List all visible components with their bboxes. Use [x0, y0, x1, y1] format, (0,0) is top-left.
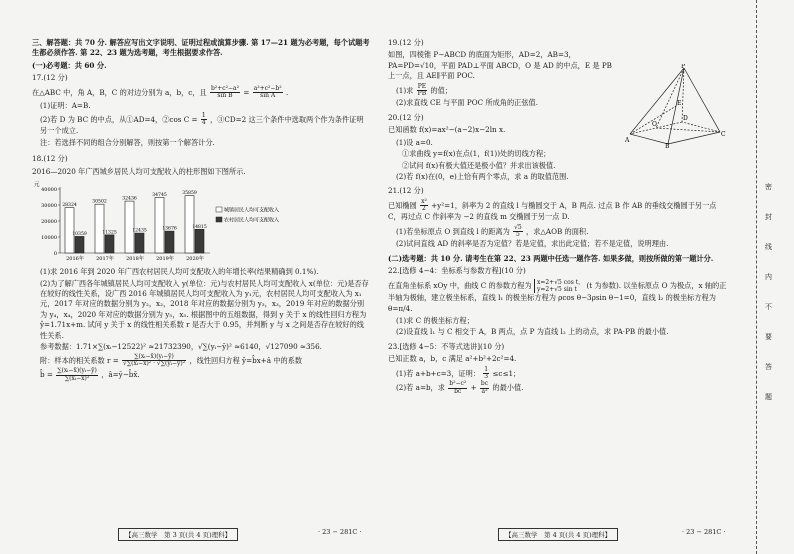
q18-b-num: ∑(xᵢ−x̄)(yᵢ−ȳ) — [57, 367, 97, 375]
q22-part1: (1)求 C 的极坐标方程； — [396, 316, 474, 326]
q17-note: 注：若选择不同的组合分别解答，则按第一个解答计分. — [40, 137, 215, 147]
q23-expr2-num: bc — [480, 380, 489, 388]
q22-stem-b: (t 为参数). 以坐标原点 O 为极点，x 轴的正半轴为极轴，建立极坐标系，直线 l₁ 的极坐标方程为 ρcos θ−3ρsin θ−1=0，直线 l₂ 的极坐标方程为 θ=π/4. — [388, 280, 727, 313]
q19-part2: (2)求直线 CE 与平面 POC 所成角的正弦值. — [396, 98, 539, 108]
y-tick-label: 30000 — [41, 203, 57, 210]
label-a: A — [625, 137, 630, 144]
q17-stem — [32, 86, 370, 100]
q18-b-label: b̂ = — [40, 370, 53, 380]
q18-r-num: ∑(xᵢ−x̄)(yᵢ−ȳ) — [122, 354, 186, 361]
q19-ratio-den: PB — [417, 90, 427, 98]
label-b: B — [665, 143, 670, 148]
q19-part1-a: (1)求 — [396, 85, 414, 95]
q21-stem — [388, 199, 728, 223]
optional-header: (二)选考题：共 10 分. 请考生在第 22、23 两题中任选一题作答. 如果多做，则按所做的第一题计分. — [388, 253, 714, 263]
bar-rural — [135, 233, 144, 253]
q17-frac1-den: sin B — [217, 92, 233, 100]
q23-part1-mid: ≤c≤1； — [492, 368, 521, 378]
edge-bc — [668, 132, 720, 144]
binding-char-2: 封 — [765, 213, 772, 221]
edge-pa — [630, 68, 684, 134]
q17-stem-text: 在△ABC 中，角 A，B，C 的对边分别为 a，b，c，且 — [32, 87, 207, 97]
label-e: E — [677, 100, 682, 107]
q19-stem: 如图，四棱锥 P−ABCD 的底面为矩形，AD=2，AB=3，PA=PD=√10，平面 PAD⊥平面 ABCD，O 是 AD 的中点，E 是 PB 上一点，且 AE∥平面 POC. — [388, 50, 612, 81]
q23-expr1-num: b²−c² — [449, 380, 467, 388]
q20-part1b: ②试问 f(x)有极大值还是极小值？并求出该极值. — [402, 160, 556, 170]
binding-char-5: 不 — [765, 303, 772, 311]
edge-ab — [630, 134, 668, 144]
chart-ylabel: 元 — [34, 182, 40, 189]
q23-expr-fraction-1 — [448, 381, 467, 395]
x-tick-label: 2016年 — [66, 256, 84, 263]
q23-third-num: 1 — [484, 365, 489, 373]
bar-urban-label: 35859 — [182, 191, 197, 197]
bar-urban — [125, 201, 134, 253]
x-tick-label: 2017年 — [96, 256, 114, 263]
q21-part1 — [396, 225, 728, 239]
legend-swatch-urban — [216, 207, 222, 212]
y-tick-label: 10000 — [41, 235, 57, 242]
q19-part1 — [396, 84, 620, 98]
q18-b-fraction — [56, 368, 98, 382]
q21-distance-den: 5 — [515, 231, 520, 239]
bar-rural — [165, 231, 174, 253]
binding-char-3: 线 — [765, 243, 772, 251]
label-p: P — [681, 64, 686, 70]
q23-part1-a: (1)若 a+b+c=3，证明： — [396, 368, 480, 378]
edge-po — [656, 68, 684, 128]
bar-rural — [105, 235, 114, 253]
q18-formula-r-label: 附：样本的相关系数 r = — [40, 355, 119, 365]
q20-stem: 已知函数 f(x)=ax²−(a−2)x−2ln x. — [388, 125, 506, 135]
q18-formula-r — [40, 354, 370, 368]
q22-part2: (2)设直线 l₁ 与 C 相交于 A，B 两点，点 P 为直线 l₂ 上的动点，求 PA·PB 的最小值. — [396, 327, 669, 337]
bar-urban — [95, 204, 104, 253]
q21-ellipse-den: 2 — [422, 205, 426, 213]
q18-b-den: ∑(xᵢ−x̄)² — [64, 374, 90, 382]
footer-left — [118, 528, 238, 541]
q20-part1a: ①求曲线 y=f(x)在点(1，f(1))处的切线方程； — [402, 149, 551, 159]
income-bar-chart — [32, 179, 282, 265]
x-tick-label: 2018年 — [126, 256, 144, 263]
q17-fraction-1 — [210, 86, 240, 100]
legend-swatch-rural — [216, 217, 222, 222]
q23-third-den: 3 — [484, 373, 489, 381]
q22-stem — [388, 279, 728, 314]
edge-cd — [682, 122, 720, 132]
q19-ratio-num: PE — [417, 82, 427, 90]
bar-urban — [65, 208, 74, 253]
q23-stem: 已知正数 a，b，c 满足 a²+b²+2c²=4. — [388, 354, 517, 364]
q17-cos-fraction — [201, 113, 207, 127]
q23-part2-a: (2)若 a=b，求 — [396, 383, 445, 393]
right-column — [388, 38, 728, 396]
q22-param-system — [534, 279, 584, 293]
binding-dashed-line — [756, 0, 757, 554]
q20-part2: (2)若 f(x)在(0，e)上恰有两个零点，求 a 的取值范围. — [396, 171, 569, 181]
q23-part2-b: 的最小值. — [492, 383, 524, 393]
bar-rural — [195, 229, 204, 253]
q18-part2: (2)为了解广西各年城镇居民人均可支配收入 y(单位：元)与农村居民人均可支配收入 x(单位：元)是否存在较好的线性关系，设广西 2016 年城镇居民人均可支配收入为 y₁元，农村居民人均可支配收入为 x₁元，2017 年对应的数据分别为 y₂，x₂，2018 年对应的数据分别为 y₃，x₃，2019 年对应的数据分别为 y₄，x₄，2020 年对应的数据分别为 y₅，x₅. 根据图中的五组数据，得到 y 关于 x 的线性回归方程为 ŷ=1.71x+m. 试问 y 关于 x 的线性相关系数 r 是否大于 0.95，并判断 y 与 x 之间是否存在较好的线性关系. — [40, 278, 369, 340]
q20-part1: (1)设 a=0. — [396, 137, 433, 147]
q21-distance-fraction — [513, 225, 523, 239]
footer-left-code: · 23 − 281C · — [318, 528, 362, 536]
bar-urban-label: 30502 — [92, 199, 107, 205]
q22-stem-a: 在直角坐标系 xOy 中，曲线 C 的参数方程为 — [388, 280, 532, 290]
q17-part1: (1)证明：A=B. — [40, 101, 91, 111]
q23-expr1-den: bc — [454, 387, 462, 395]
q23-head: 23.[选修 4−5：不等式选讲](10 分) — [388, 341, 505, 351]
q23-expr2-den: a² — [481, 387, 488, 395]
q17-part2 — [40, 113, 370, 137]
y-tick-label: 40000 — [41, 187, 57, 194]
label-c: C — [721, 131, 726, 138]
pyramid-figure — [624, 64, 726, 148]
q18-formula-b — [40, 368, 370, 382]
q19-ratio-fraction — [417, 84, 427, 98]
q20-head: 20.(12 分) — [388, 112, 424, 122]
bar-rural-label: 13676 — [162, 226, 177, 232]
required-header: (一)必考题：共 60 分. — [32, 60, 107, 70]
legend-label-rural: 农村居民人均可支配收入 — [224, 217, 280, 224]
q17-frac2-den: sin A — [260, 92, 276, 100]
q18-r-den: √∑(xᵢ−x̄)² · √∑(yᵢ−ȳ)² — [123, 359, 186, 367]
q22-param-x: x=2+√5 cos t， — [536, 278, 585, 286]
q19-part1-b: 的值； — [430, 85, 452, 95]
bar-rural-label: 12435 — [132, 228, 147, 234]
q17-fraction-2 — [253, 86, 283, 100]
q17-equals: = — [243, 87, 250, 97]
bar-urban-label: 32436 — [122, 196, 137, 202]
q22-head: 22.[选修 4−4：坐标系与参数方程](10 分) — [388, 266, 526, 276]
q17-cos-den: 4 — [201, 119, 206, 127]
footer-right-page: 【高三数学 第 4 页(共 4 页)理科】 — [498, 528, 618, 541]
bar-rural-label: 10359 — [72, 232, 87, 238]
binding-char-6: 要 — [765, 333, 772, 341]
label-d: D — [683, 115, 688, 122]
binding-char-8: 题 — [765, 393, 772, 401]
q18-head: 18.(12 分) — [32, 154, 68, 164]
q21-distance-num: √5 — [514, 223, 522, 231]
q17-frac1-num: b²+c²−a² — [210, 84, 240, 92]
q17-head: 17.(12 分) — [32, 73, 68, 83]
q21-part1-a: (1)若坐标原点 O 到直线 l 的距离为 — [396, 226, 510, 236]
q23-expr-fraction-2 — [480, 381, 489, 395]
q21-ellipse-fraction — [420, 199, 428, 213]
footer-right-code: · 23 − 281C · — [682, 528, 726, 536]
q17-part2-text-a: (2)若 D 为 BC 的中点，从①AD=4，②cos C = — [40, 114, 198, 124]
x-tick-label: 2020年 — [186, 256, 204, 263]
q23-part1 — [396, 367, 728, 381]
edge-oc — [656, 128, 720, 132]
q17-cos-num: 1 — [201, 111, 206, 119]
binding-char-4: 内 — [765, 273, 772, 281]
bar-rural-label: 14815 — [192, 224, 207, 230]
q23-plus: + — [470, 383, 477, 393]
y-tick-label: 0 — [53, 251, 57, 258]
q18-r-fraction — [122, 354, 186, 368]
q21-head: 21.(12 分) — [388, 186, 424, 196]
q21-stem-b: +y²=1，斜率为 2 的直线 l 与椭圆交于 A，B 两点. 过点 B 作 AB 的垂线交椭圆于另一点 C，再过点 C 作斜率为 −2 的直线 m 交椭圆于另一点 D. — [388, 200, 717, 222]
edge-pc — [684, 68, 720, 132]
q18-part1: (1)求 2016 年到 2020 年广西农村居民人均可支配收入的年增长率(结果精确到 0.1%). — [40, 267, 319, 277]
bar-rural-label: 11325 — [102, 230, 117, 236]
edge-ae — [630, 106, 676, 134]
bar-urban-label: 34745 — [152, 193, 167, 199]
q18-intro: 2016—2020 年广西城乡居民人均可支配收入的柱形图如下图所示. — [32, 166, 246, 176]
x-tick-label: 2019年 — [156, 256, 174, 263]
q22-param-y: y=2+√5 sin t — [536, 285, 577, 293]
q18-formula-r-tail: ，线性回归方程 ŷ=b̂x+â 中的系数 — [189, 355, 303, 365]
binding-char-1: 密 — [765, 183, 772, 191]
q21-stem-a: 已知椭圆 — [388, 200, 417, 210]
q17-part2-text-b: ，③CD=2 这三个条件中选取两个作为条件证明另一个成立. — [40, 114, 364, 136]
q19-head: 19.(12 分) — [388, 38, 424, 47]
q21-part2: (2)试问直线 AD 的斜率是否为定值？若是定值，求出此定值；若不是定值，说明理由. — [396, 239, 669, 249]
bar-rural — [75, 237, 84, 254]
q18-reference-data: 参考数据：1.71×∑(xᵢ−12522)² ≈21732390，√∑(yᵢ−ȳ)² ≈6140，√127090 ≈356. — [40, 342, 322, 352]
label-o: O — [652, 121, 657, 128]
y-tick-label: 20000 — [41, 219, 57, 226]
section3-header: 三、解答题：共 70 分. 解答应写出文字说明、证明过程或演算步骤. 第 17—21 题为必考题，每个试题考生都必须作答. 第 22、23 题为选考题，考生根据要求作答. — [32, 38, 370, 58]
q17-stem-end: . — [286, 87, 289, 97]
bar-urban — [155, 198, 164, 254]
q23-third-fraction — [483, 367, 489, 381]
q18-b-tail: ，â=ȳ−b̂x̄. — [101, 370, 140, 380]
left-column — [32, 38, 370, 383]
q17-frac2-num: a²+c²−b² — [253, 84, 282, 92]
footer-left-page: 【高三数学 第 3 页(共 4 页)理科】 — [118, 528, 238, 541]
bar-urban-label: 28324 — [62, 203, 77, 209]
q21-part1-b: ，求△AOB 的面积. — [526, 226, 589, 236]
q23-part2 — [396, 381, 728, 395]
q21-ellipse-num: x² — [421, 197, 427, 205]
legend-label-urban: 城镇居民人均可支配收入 — [224, 207, 280, 214]
binding-strip — [740, 0, 794, 554]
binding-char-7: 答 — [765, 363, 772, 371]
footer-right — [498, 528, 618, 541]
